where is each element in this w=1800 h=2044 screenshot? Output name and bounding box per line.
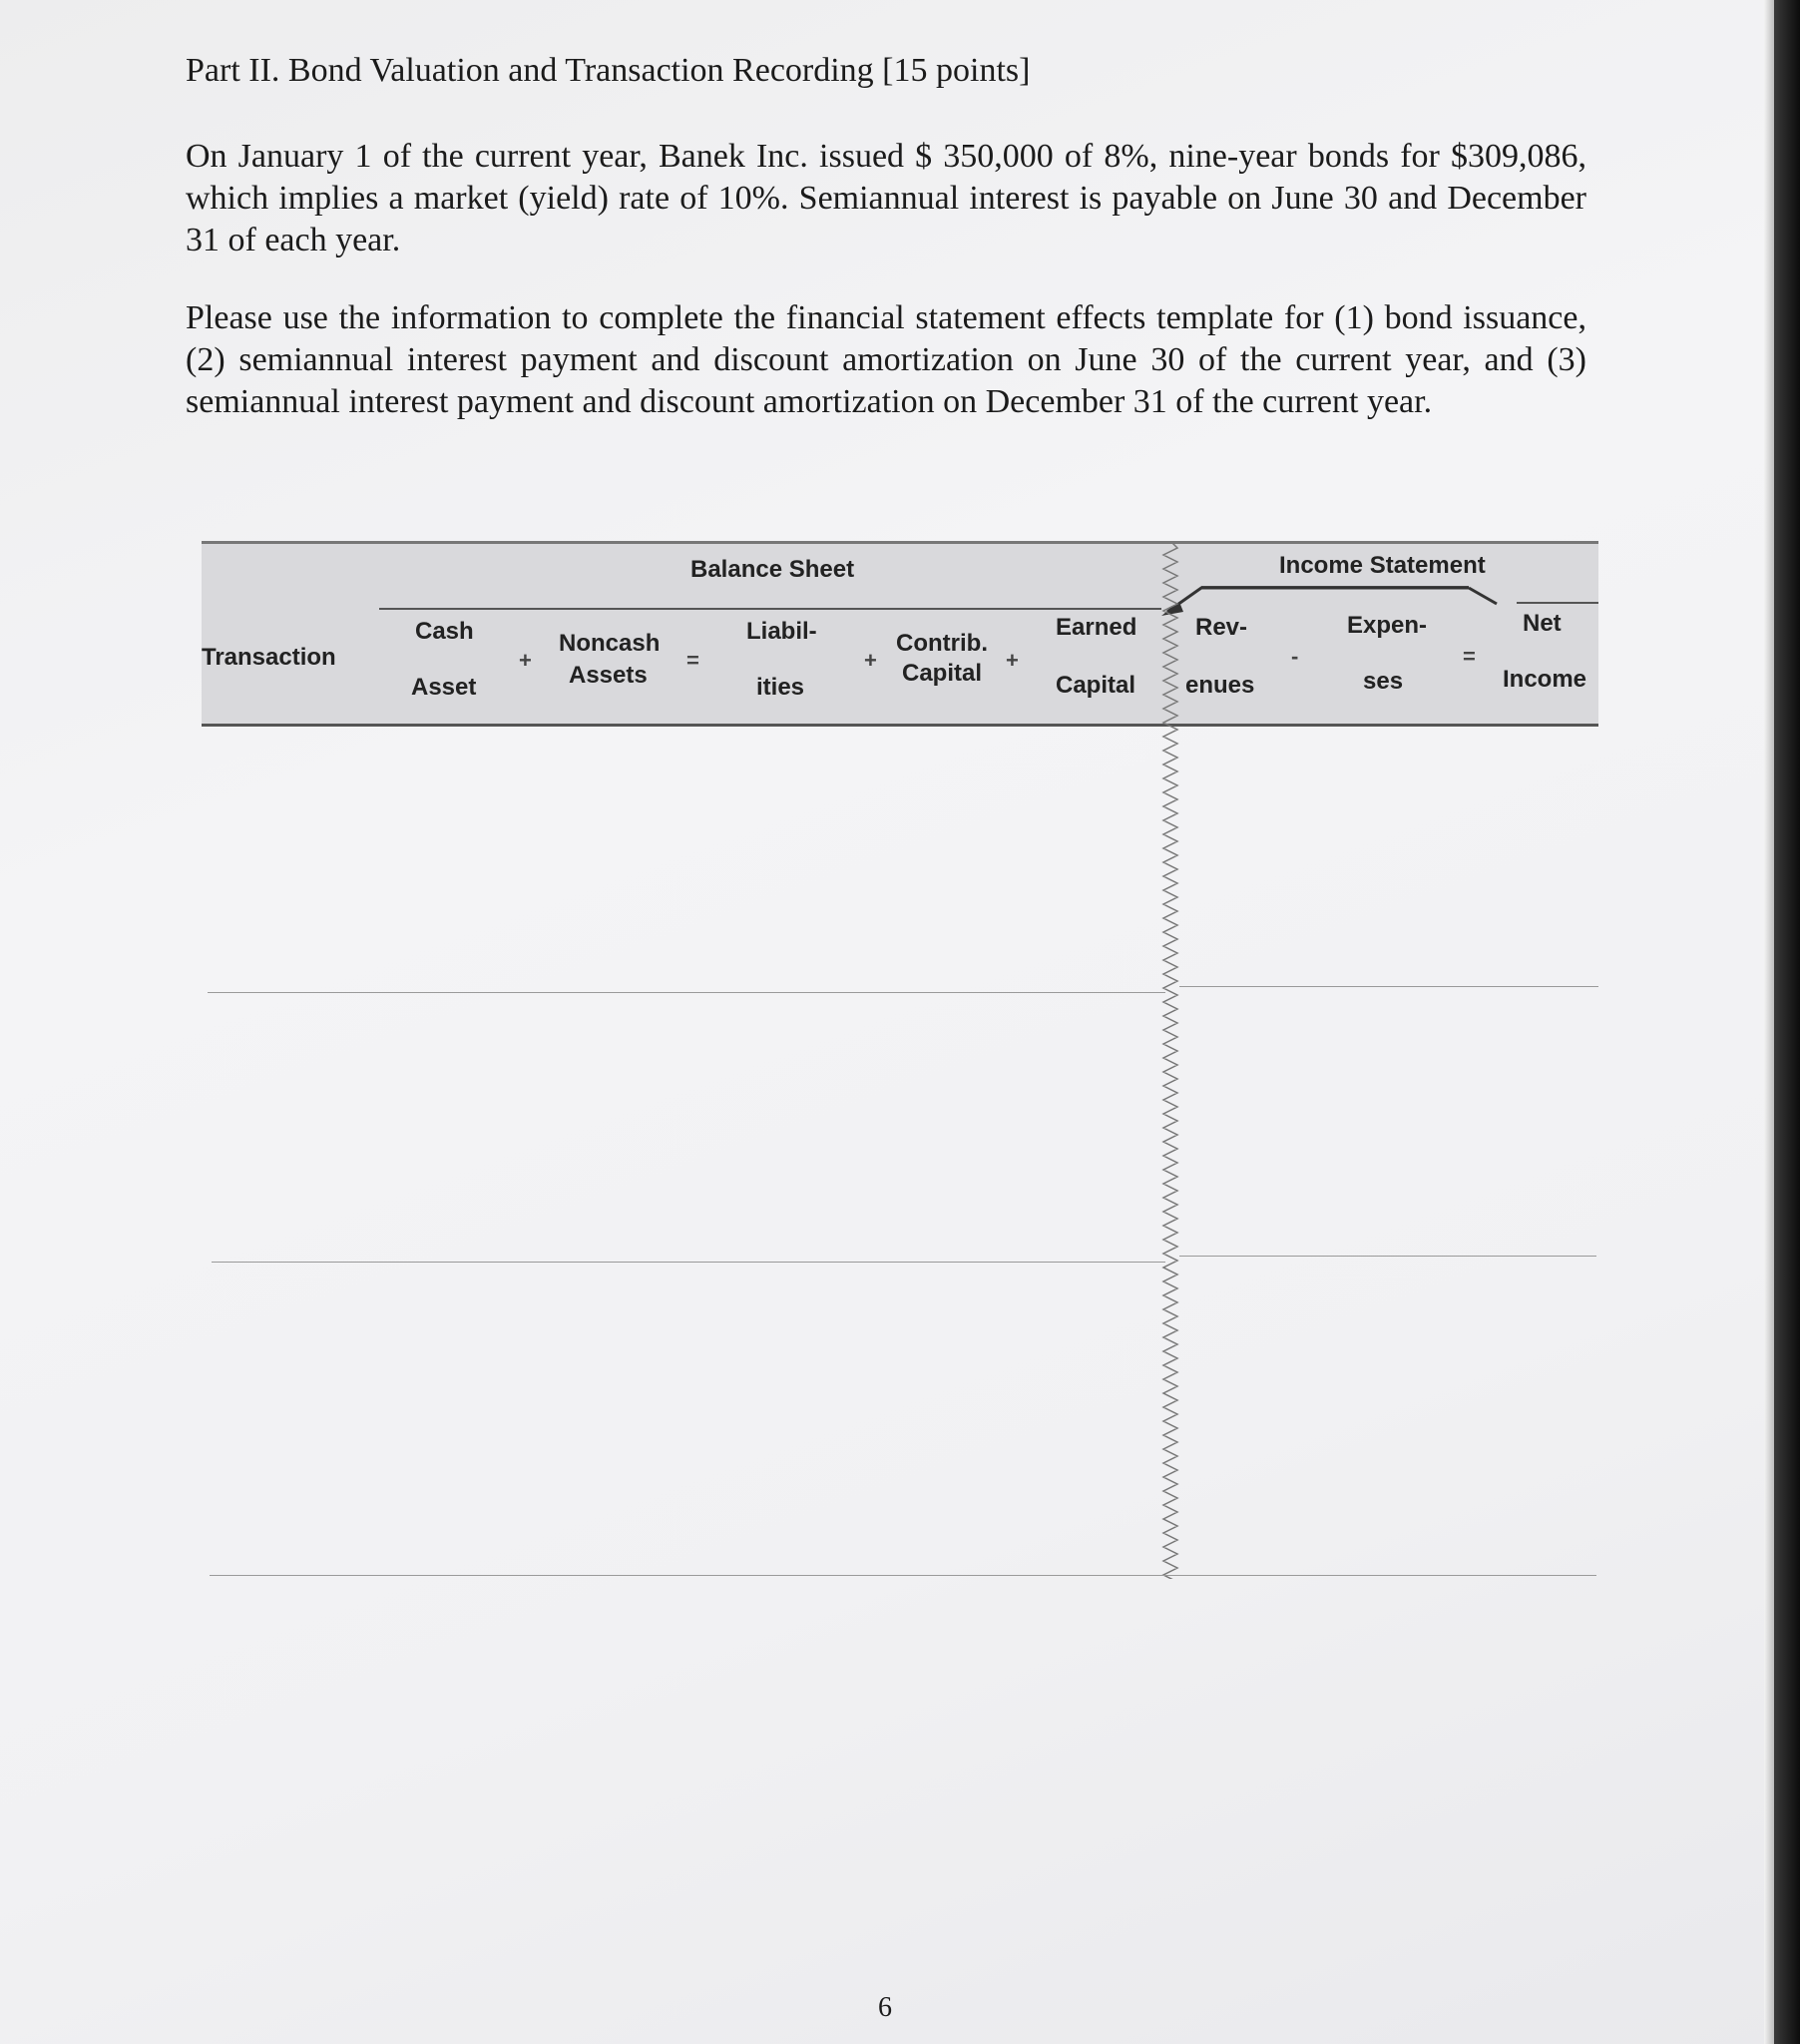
col-revenues-bottom: enues: [1185, 672, 1255, 699]
col-expenses-bottom: ses: [1363, 668, 1404, 695]
col-earned-bottom: Capital: [1056, 672, 1136, 699]
row-divider-1-right: [1179, 986, 1598, 987]
income-statement-heading: Income Statement: [1279, 552, 1486, 579]
col-contrib-top: Contrib.: [896, 630, 988, 657]
op-equals-2: =: [1463, 644, 1476, 669]
col-revenues-top: Rev-: [1195, 614, 1248, 641]
row-divider-2-right: [1179, 1256, 1596, 1257]
income-statement-rule-right: [1517, 602, 1598, 604]
section-divider-zigzag: [1161, 541, 1179, 1579]
op-plus-3: +: [1006, 648, 1019, 673]
col-cash-bottom: Asset: [411, 674, 477, 701]
page-number: 6: [878, 1992, 892, 2023]
col-liabilities-bottom: ities: [756, 674, 805, 701]
col-noncash-top: Noncash: [559, 630, 661, 657]
col-contrib-bottom: Capital: [902, 660, 983, 687]
desk-edge: [1774, 0, 1800, 2044]
template-header: [202, 541, 1598, 727]
col-cash-top: Cash: [415, 618, 474, 645]
col-transaction: Transaction: [202, 644, 336, 671]
col-expenses-top: Expen-: [1347, 612, 1428, 639]
row-divider-1-left: [208, 992, 1165, 993]
col-noncash-bottom: Assets: [569, 662, 648, 689]
op-minus: -: [1291, 644, 1299, 669]
page-edge-shadow: [1764, 0, 1774, 2044]
row-divider-2-left: [212, 1262, 1165, 1263]
problem-statement: On January 1 of the current year, Banek Inc. issued $ 350,000 of 8%, nine-year bonds for $309,086, which implies a market (yield) rate of 10%. Semiannual interest is payable on June 30 and December 31 of each year.: [186, 138, 1586, 258]
instructions: Please use the information to complete the financial statement effects template for (1) bond issuance, (2) semiannual interest payment and discount amortization on June 30 of the current year, and (3) semiannual interest payment and discount amortization on December 31 of the current year.: [186, 299, 1586, 420]
col-net-top: Net: [1523, 610, 1562, 637]
col-net-bottom: Income: [1503, 666, 1587, 693]
balance-sheet-rule: [379, 608, 1161, 610]
col-liabilities-top: Liabil-: [746, 618, 817, 645]
col-earned-top: Earned: [1056, 614, 1137, 641]
part-title: Part II. Bond Valuation and Transaction Recording [15 points]: [186, 52, 1031, 89]
op-equals-1: =: [686, 648, 699, 673]
balance-sheet-heading: Balance Sheet: [690, 556, 855, 583]
financial-statement-effects-template: [202, 541, 1598, 1579]
op-plus-1: +: [519, 648, 532, 673]
row-divider-3: [210, 1575, 1596, 1576]
op-plus-2: +: [864, 648, 877, 673]
